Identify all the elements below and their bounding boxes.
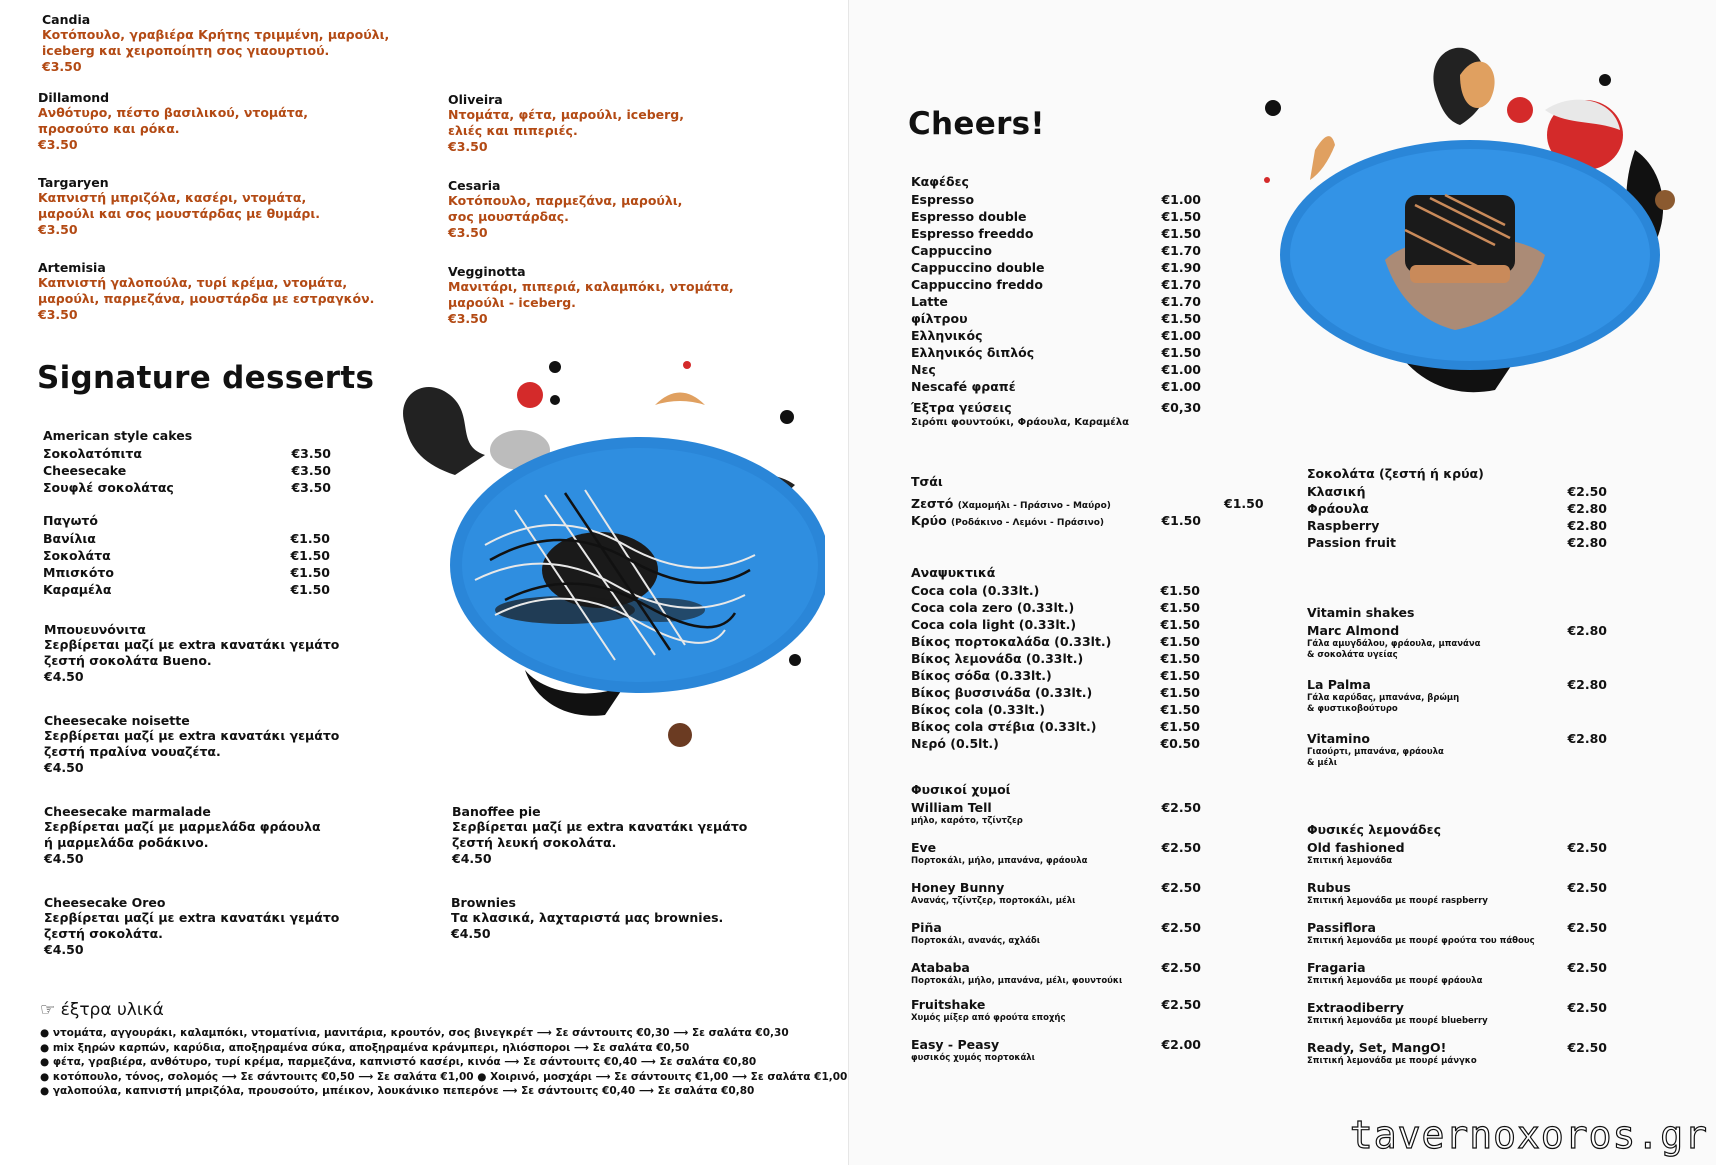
dessert-item: Cheesecake marmalade Σερβίρεται μαζί με μαρμελάδα φράουλα ή μαρμελάδα ροδάκινο. €4.50: [44, 804, 321, 866]
menu-row: Βίκος cola (0.33lt.) €1.50: [911, 702, 1200, 717]
page-fold: [848, 0, 849, 1165]
menu-row: Κλασική €2.50: [1307, 484, 1607, 499]
menu-row: Κρύο (Ροδάκινο - Λεμόνι - Πράσινο) €1.50: [911, 513, 1201, 528]
menu-row: φίλτρου €1.50: [911, 311, 1201, 326]
dessert-item: Banoffee pie Σερβίρεται μαζί με extra κανατάκι γεμάτο ζεστή λευκή σοκολάτα. €4.50: [452, 804, 748, 866]
group-title: Αναψυκτικά: [911, 565, 996, 580]
icecream-group: [43, 513, 330, 598]
menu-row: Cappuccino double €1.90: [911, 260, 1201, 275]
menu-row: Σοκολατόπιτα €3.50: [43, 446, 331, 461]
menu-row: Espresso €1.00: [911, 192, 1201, 207]
menu-row: Cheesecake €3.50: [43, 463, 331, 478]
group-title: Τσάι: [911, 474, 943, 489]
extras-line: ● ντομάτα, αγγουράκι, καλαμπόκι, ντοματίνια, μανιτάρια, κρουτόν, σος βινεγκρέτ ⟶ Σε σάντουιτς €0,30 ⟶ Σε σαλάτα €0,30: [40, 1027, 789, 1039]
menu-row: Βίκος cola στέβια (0.33lt.) €1.50: [911, 719, 1200, 734]
menu-row: Βανίλια €1.50: [43, 531, 330, 546]
salad-item: Vegginotta Μανιτάρι, πιπεριά, καλαμπόκι, ντομάτα, μαρούλι - iceberg. €3.50: [448, 264, 734, 326]
shake-item: Vitamino Γιαούρτι, μπανάνα, φράουλα & μέλι €2.80: [1307, 731, 1607, 768]
extras-line: ● γαλοπούλα, καπνιστή μπριζόλα, προυσούτο, μπέικον, λουκάνικο πεπερόνε ⟶ Σε σάντουιτς €0,40 ⟶ Σε σαλάτα €0,80: [40, 1085, 755, 1098]
soft-drinks-group: [911, 565, 1200, 752]
extras-title: ☞ έξτρα υλικά: [40, 1000, 164, 1020]
juice-item: Honey Bunny Ανανάς, τζίντζερ, πορτοκάλι, μέλι €2.50: [911, 880, 1201, 906]
menu-row: Φράουλα €2.80: [1307, 501, 1607, 516]
extras-line: ● φέτα, γραβιέρα, ανθότυρο, τυρί κρέμα, παρμεζάνα, καπνιστό κασέρι, κινόα ⟶ Σε σάντουιτς €0,40 ⟶ Σε σαλάτα €0,80: [40, 1056, 757, 1069]
menu-row: Coca cola light (0.33lt.) €1.50: [911, 617, 1200, 632]
juice-item: Atababa Πορτοκάλι, μήλο, μπανάνα, μέλι, φουντούκι €2.50: [911, 960, 1201, 986]
menu-row: Ζεστό (Χαμομήλι - Πράσινο - Μαύρο): [911, 496, 1111, 511]
salad-item: Targaryen Καπνιστή μπριζόλα, κασέρι, ντομάτα, μαρούλι και σος μουστάρδας με θυμάρι. €3.50: [38, 175, 320, 237]
extra-note: Σιρόπι φουντούκι, Φράουλα, Καραμέλα: [911, 417, 1129, 428]
menu-row: Coca cola (0.33lt.) €1.50: [911, 583, 1200, 598]
menu-row: Cappuccino €1.70: [911, 243, 1201, 258]
menu-row: Βίκος λεμονάδα (0.33lt.) €1.50: [911, 651, 1200, 666]
menu-row: Σοκολάτα €1.50: [43, 548, 330, 563]
group-title: Σοκολάτα (ζεστή ή κρύα): [1307, 466, 1484, 481]
menu-row: Σουφλέ σοκολάτας €3.50: [43, 480, 331, 495]
menu-row: Νες €1.00: [911, 362, 1201, 377]
lemonade-item: Fragaria Σπιτική λεμονάδα με πουρέ φράουλα €2.50: [1307, 960, 1607, 986]
pointing-hand-icon: ☞: [40, 1000, 61, 1020]
cakes-group: [43, 428, 331, 496]
salad-item: Dillamond Ανθότυρο, πέστο βασιλικού, ντομάτα, προσούτο και ρόκα. €3.50: [38, 90, 309, 152]
menu-row: Ελληνικός διπλός €1.50: [911, 345, 1201, 360]
salad-item: Candia Κοτόπουλο, γραβιέρα Κρήτης τριμμένη, μαρούλι, iceberg και χειροποίητη σος γιαουρτιού. €3.50: [42, 12, 390, 74]
menu-row: Nescafé φραπέ €1.00: [911, 379, 1201, 394]
lemonade-item: Extraodiberry Σπιτική λεμονάδα με πουρέ blueberry €2.50: [1307, 1000, 1607, 1026]
salad-item: Artemisia Καπνιστή γαλοπούλα, τυρί κρέμα, ντομάτα, μαρούλι, παρμεζάνα, μουστάρδα με εστραγκόν. €3.50: [38, 260, 375, 322]
juice-item: Piña Πορτοκάλι, ανανάς, αχλάδι €2.50: [911, 920, 1201, 946]
menu-row: Coca cola zero (0.33lt.) €1.50: [911, 600, 1200, 615]
menu-row: Ελληνικός €1.00: [911, 328, 1201, 343]
desserts-title: Signature desserts: [37, 360, 375, 396]
juices-title: Φυσικοί χυμοί: [911, 782, 1011, 797]
dessert-item: Brownies Τα κλασικά, λαχταριστά μας brownies. €4.50: [451, 895, 724, 941]
dessert-plate-illustration: [395, 355, 825, 760]
menu-row: Βίκος βυσσινάδα (0.33lt.) €1.50: [911, 685, 1200, 700]
tea-hot-price: €1.50: [1224, 496, 1264, 511]
menu-row: Cappuccino freddo €1.70: [911, 277, 1201, 292]
lemonade-item: Ready, Set, MangO! Σπιτική λεμονάδα με πουρέ μάνγκο €2.50: [1307, 1040, 1607, 1066]
cheers-title: Cheers!: [908, 106, 1045, 142]
juice-item: William Tell μήλο, καρότο, τζίντζερ €2.50: [911, 800, 1201, 826]
tea-group: [911, 474, 1201, 529]
shake-item: La Palma Γάλα καρύδας, μπανάνα, βρώμη & φυστικοβούτυρο €2.80: [1307, 677, 1607, 714]
group-title: Παγωτό: [43, 513, 98, 528]
menu-row: Espresso freeddo €1.50: [911, 226, 1201, 241]
menu-row: Raspberry €2.80: [1307, 518, 1607, 533]
salad-item: Oliveira Ντομάτα, φέτα, μαρούλι, iceberg, ελιές και πιπεριές. €3.50: [448, 92, 684, 154]
lemonade-item: Rubus Σπιτική λεμονάδα με πουρέ raspberry €2.50: [1307, 880, 1607, 906]
juice-item: Eve Πορτοκάλι, μήλο, μπανάνα, φράουλα €2.50: [911, 840, 1201, 866]
extras-section: [40, 1000, 847, 1099]
lemonade-item: Old fashioned Σπιτική λεμονάδα €2.50: [1307, 840, 1607, 866]
extras-line: ● mix ξηρών καρπών, καρύδια, αποξηραμένα σύκα, αποξηραμένα κράνμπερι, ηλιόσποροι ⟶ Σε σαλάτα €0,50: [40, 1041, 690, 1054]
salad-item: Cesaria Κοτόπουλο, παρμεζάνα, μαρούλι, σος μουστάρδας. €3.50: [448, 178, 683, 240]
group-title: American style cakes: [43, 428, 193, 443]
juice-item: Fruitshake Χυμός μίξερ από φρούτα εποχής €2.50: [911, 997, 1201, 1023]
menu-row: Espresso double €1.50: [911, 209, 1201, 224]
dessert-item: Cheesecake noisette Σερβίρεται μαζί με extra κανατάκι γεμάτο ζεστή πραλίνα νουαζέτα. €4.50: [44, 713, 340, 775]
menu-row: Νερό (0.5lt.) €0.50: [911, 736, 1200, 751]
shake-item: Marc Almond Γάλα αμυγδάλου, φράουλα, μπανάνα & σοκολάτα υγείας €2.80: [1307, 623, 1607, 660]
coffee-group: [911, 174, 1201, 429]
menu-row: Βίκος πορτοκαλάδα (0.33lt.) €1.50: [911, 634, 1200, 649]
menu-row: Μπισκότο €1.50: [43, 565, 330, 580]
brownie-plate-illustration: [1255, 30, 1685, 430]
extras-line: ● κοτόπουλο, τόνος, σολομός ⟶ Σε σάντουιτς €0,50 ⟶ Σε σαλάτα €1,00 ● Χοιρινό, μοσχάρι ⟶ Σε σάντουιτς €1,00 ⟶ Σε σαλάτα €1,00: [40, 1070, 848, 1083]
shakes-title: Vitamin shakes: [1307, 605, 1415, 620]
dessert-item: Cheesecake Oreo Σερβίρεται μαζί με extra κανατάκι γεμάτο ζεστή σοκολάτα. €4.50: [44, 895, 340, 957]
menu-row: Passion fruit €2.80: [1307, 535, 1607, 550]
chocolate-group: [1307, 466, 1607, 551]
watermark: tavernoxoros.gr: [1349, 1113, 1708, 1157]
menu-row: Βίκος σόδα (0.33lt.) €1.50: [911, 668, 1200, 683]
menu-row: Έξτρα γεύσεις €0,30: [911, 400, 1201, 415]
dessert-item: Μπουευνόνιτα Σερβίρεται μαζί με extra κανατάκι γεμάτο ζεστή σοκολάτα Bueno. €4.50: [44, 622, 340, 684]
menu-row: Latte €1.70: [911, 294, 1201, 309]
menu-row: Καραμέλα €1.50: [43, 582, 330, 597]
lemonades-title: Φυσικές λεμονάδες: [1307, 822, 1441, 837]
lemonade-item: Passiflora Σπιτική λεμονάδα με πουρέ φρούτα του πάθους €2.50: [1307, 920, 1607, 946]
group-title: Καφέδες: [911, 174, 969, 189]
juice-item: Easy - Peasy φυσικός χυμός πορτοκάλι €2.00: [911, 1037, 1201, 1063]
